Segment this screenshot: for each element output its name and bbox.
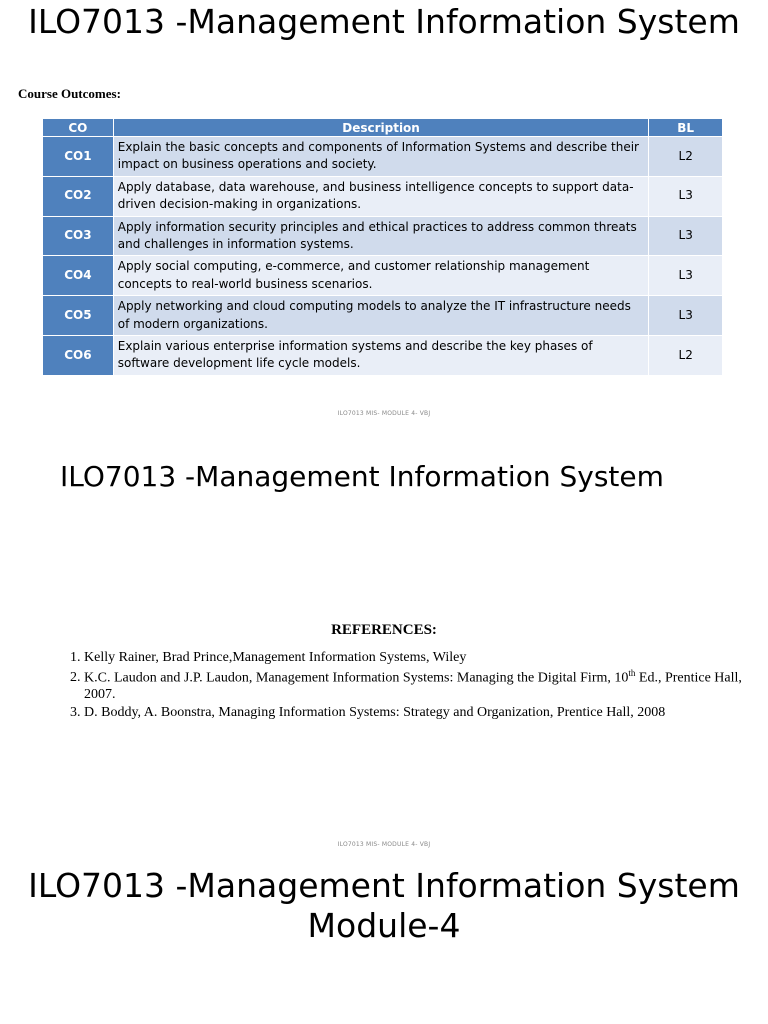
description-cell: Explain various enterprise information systems and describe the key phases of software development life cycle models.: [113, 335, 649, 375]
co-cell: CO1: [43, 137, 114, 177]
references-heading: REFERENCES:: [331, 622, 437, 638]
bl-cell: L3: [649, 176, 723, 216]
table-row: [43, 296, 723, 336]
reference-item: 1. Kelly Rainer, Brad Prince,Management Information Systems, Wiley: [84, 650, 744, 667]
course-outcomes-table: [42, 118, 723, 376]
slide-footer: ILO7013 MIS- MODULE 4- VBJ: [337, 410, 431, 417]
reference-item: 2. K.C. Laudon and J.P. Laudon, Management Information Systems: Managing the Digital Firm, 10th Ed., Prentice Hall, 2007.: [84, 668, 744, 704]
slide-title-line: ILO7013 -Management Information System: [28, 866, 740, 905]
table-row: [43, 176, 723, 216]
bl-cell: L3: [649, 216, 723, 256]
column-header-co: CO: [43, 119, 114, 137]
description-cell: Explain the basic concepts and components of Information Systems and describe their impact on business operations and society.: [113, 137, 649, 177]
slide-title: ILO7013 -Management Information System: [28, 2, 740, 41]
bl-cell: L3: [649, 256, 723, 296]
slide-title: ILO7013 -Management Information System: [60, 460, 664, 493]
course-outcomes-heading: Course Outcomes:: [18, 86, 121, 101]
table-row: [43, 216, 723, 256]
reference-item: 3. D. Boddy, A. Boonstra, Managing Information Systems: Strategy and Organization, Prentice Hall, 2008: [84, 705, 744, 722]
co-cell: CO2: [43, 176, 114, 216]
description-cell: Apply database, data warehouse, and business intelligence concepts to support data-driven decision-making in organizations.: [113, 176, 649, 216]
description-cell: Apply information security principles and ethical practices to address common threats and challenges in information systems.: [113, 216, 649, 256]
bl-cell: L3: [649, 296, 723, 336]
bl-cell: L2: [649, 137, 723, 177]
description-cell: Apply networking and cloud computing models to analyze the IT infrastructure needs of modern organizations.: [113, 296, 649, 336]
references-list: [42, 650, 744, 723]
description-cell: Apply social computing, e-commerce, and customer relationship management concepts to real-world business scenarios.: [113, 256, 649, 296]
bl-cell: L2: [649, 335, 723, 375]
co-cell: CO5: [43, 296, 114, 336]
table-row: [43, 137, 723, 177]
co-cell: CO6: [43, 335, 114, 375]
slide-title: [0, 866, 768, 945]
table-header-row: [43, 119, 723, 137]
slide-footer: ILO7013 MIS- MODULE 4- VBJ: [337, 841, 431, 848]
module-label: Module-4: [307, 905, 461, 945]
column-header-description: Description: [113, 119, 649, 137]
co-cell: CO4: [43, 256, 114, 296]
column-header-bl: BL: [649, 119, 723, 137]
table-row: [43, 335, 723, 375]
table-row: [43, 256, 723, 296]
co-cell: CO3: [43, 216, 114, 256]
